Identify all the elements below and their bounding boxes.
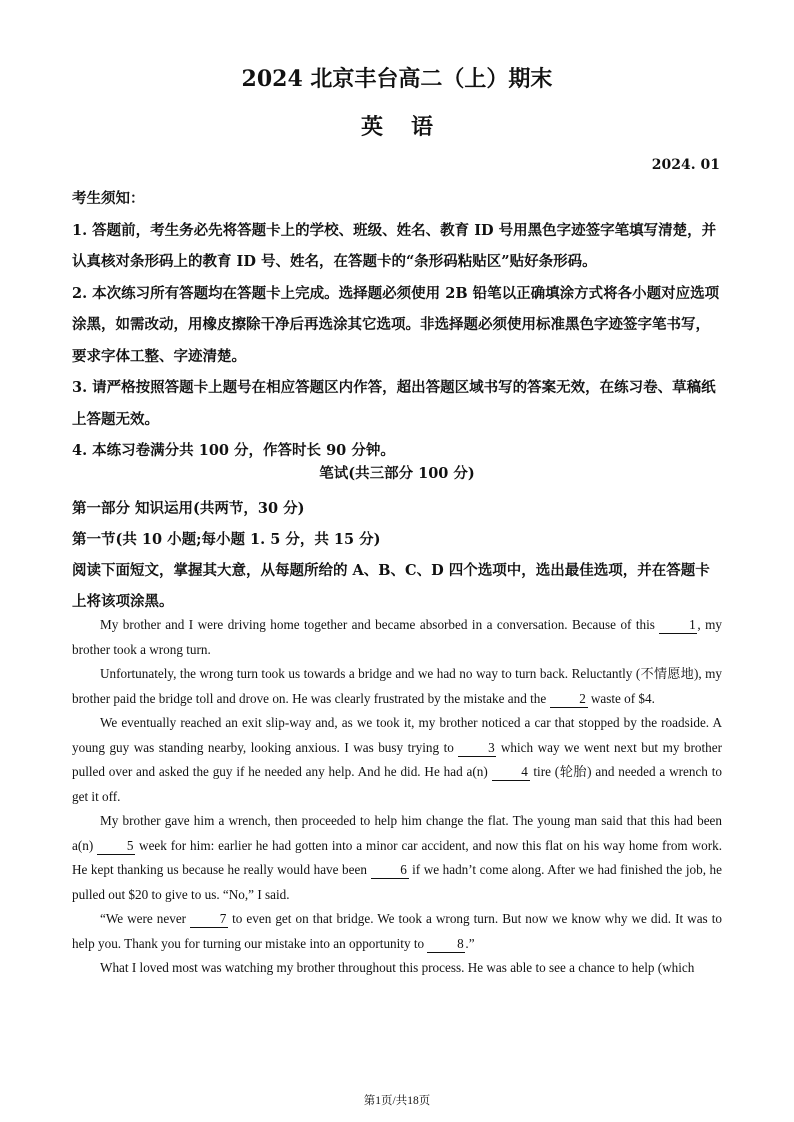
notes-heading: 考生须知：	[72, 190, 145, 207]
paragraph-1: My brother and I were driving home together and became absorbed in a conversation. Because of this 1 , my brother took a wrong turn.	[72, 617, 722, 657]
blank-4: 4	[492, 764, 530, 781]
paragraph-6: What I loved most was watching my brother throughout this process. He was able to see a chance to help (which	[100, 960, 695, 975]
part-one-header	[72, 493, 722, 617]
blank-1: 1	[659, 617, 697, 634]
blank-2: 2	[550, 691, 588, 708]
paragraph-3: We eventually reached an exit slip-way and, as we took it, my brother noticed a car that stopped by the roadside. A young guy was standing nearby, looking anxious. I was busy trying to 3 which way we went next but my brother pulled over and asked the guy if he needed any help. And he did. He had a(n) 4 tire (轮胎) and needed a wrench to get it off.	[72, 715, 722, 804]
paragraph-2: Unfortunately, the wrong turn took us towards a bridge and we had no way to turn back. Reluctantly (不情愿地), my brother paid the bridge toll and drove on. He was clearly frustrated by the mistake and the 2 waste of $4.	[72, 666, 722, 706]
blank-6: 6	[371, 862, 409, 879]
note-item: 1. 答题前，考生务必先将答题卡上的学校、班级、姓名、教育 ID 号用黑色字迹签字笔填写清楚，并认真核对条形码上的教育 ID 号、姓名，在答题卡的“条形码粘贴区”贴好条形码。	[72, 221, 717, 270]
note-item: 4. 本练习卷满分共 100 分，作答时长 90 分钟。	[72, 442, 395, 459]
part-instruction: 阅读下面短文，掌握其大意，从每题所给的 A、B、C、D 四个选项中，选出最佳选项，并在答题卡上将该项涂黑。	[72, 562, 710, 610]
paragraph-5: “We were never 7 to even get on that bridge. We took a wrong turn. But now we know why we did. It was to help you. Thank you for turning our mistake into an opportunity to 8 .”	[72, 911, 722, 951]
blank-5: 5	[97, 838, 135, 855]
subject-heading: 英语	[360, 114, 461, 140]
blank-3: 3	[458, 740, 496, 757]
cloze-passage	[72, 613, 722, 981]
blank-8: 8	[427, 936, 465, 953]
note-item: 2. 本次练习所有答题均在答题卡上完成。选择题必须使用 2B 铅笔以正确填涂方式将各小题对应选项涂黑，如需改动，用橡皮擦除干净后再选涂其它选项。非选择题必须使用标准黑色字迹签字笔书写，要求字体工整、字迹清楚。	[72, 284, 720, 365]
section-title: 笔试(共三部分 100 分)	[319, 465, 475, 482]
part-subheading: 第一节(共 10 小题;每小题 1. 5 分，共 15 分)	[72, 531, 381, 548]
note-item: 3. 请严格按照答题卡上题号在相应答题区内作答，超出答题区域书写的答案无效，在练习卷、草稿纸上答题无效。	[72, 379, 716, 428]
candidate-notes	[72, 183, 722, 467]
exam-date: 2024. 01	[651, 157, 720, 173]
part-heading: 第一部分 知识运用(共两节，30 分)	[72, 500, 305, 517]
exam-title: 2024 北京丰台高二（上）期末	[241, 66, 553, 92]
blank-7: 7	[190, 911, 228, 928]
page-footer: 第1页/共18页	[363, 1095, 431, 1107]
paragraph-4: My brother gave him a wrench, then proceeded to help him change the flat. The young man said that this had been a(n) 5 week for him: earlier he had gotten into a minor car accident, and now this flat on his way home from work. He kept thanking us because he really would have been 6 if we hadn’t come along. After we had finished the job, he pulled out $20 to give to us. “No,” I said.	[72, 813, 722, 902]
